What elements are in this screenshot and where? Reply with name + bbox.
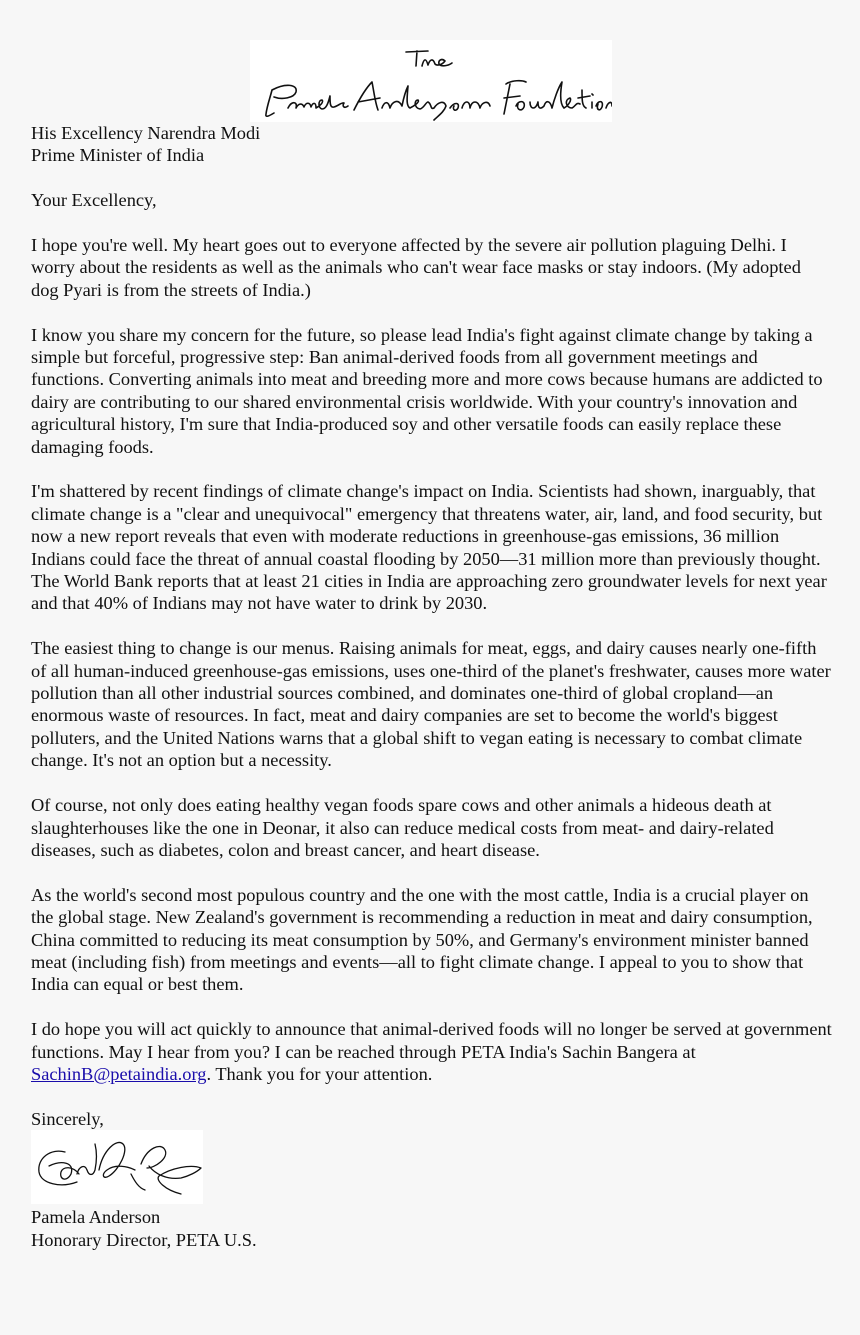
final-paragraph-tail: . Thank you for your attention. <box>206 1063 433 1084</box>
paragraph: As the world's second most populous country and the one with the most cattle, India is a crucial player on the global stage. New Zealand's government is recommending a reduction in meat and dairy consumption, China committed to reducing its meat consumption by 50%, and Germany's environment minister banned meat (including fish) from meetings and events—all to fight climate change. I appeal to you to show that India can equal or best them. <box>31 884 813 995</box>
recipient-title: Prime Minister of India <box>31 145 205 166</box>
email-link[interactable]: SachinB@petaindia.org <box>31 1063 207 1084</box>
letter-body <box>31 122 833 1251</box>
final-paragraph-text: I do hope you will act quickly to announce that animal-derived foods will no longer be served at government functions. May I hear from you? I can be reached through PETA India's Sachin Bangera at <box>31 1019 832 1062</box>
closing: Sincerely, <box>31 1108 104 1129</box>
paragraph: The easiest thing to change is our menus. Raising animals for meat, eggs, and dairy causes nearly one-fifth of all human-induced greenhouse-gas emissions, uses one-third of the planet's freshwater, causes more water pollution than all other industrial sources combined, and dominates one-third of global cropland—an enormous waste of resources. In fact, meat and dairy companies are set to become the world's biggest polluters, and the United Nations warns that a global shift to vegan eating is necessary to combat climate change. It's not an option but a necessity. <box>31 638 831 771</box>
foundation-logo-handwriting <box>250 40 612 122</box>
salutation: Your Excellency, <box>31 190 157 211</box>
paragraph: I know you share my concern for the future, so please lead India's fight against climate change by taking a simple but forceful, progressive step: Ban animal-derived foods from all government meetings and functions. Converting animals into meat and breeding more and more cows because humans are addicted to dairy are contributing to our shared environmental crisis worldwide. With your country's innovation and agricultural history, I'm sure that India-produced soy and other versatile foods can easily replace these damaging foods. <box>31 324 823 457</box>
paragraph: I hope you're well. My heart goes out to everyone affected by the severe air pollution plaguing Delhi. I worry about the residents as well as the animals who can't wear face masks or stay indoors. (My adopted dog Pyari is from the streets of India.) <box>31 235 801 300</box>
recipient-block <box>31 122 833 167</box>
recipient-name: His Excellency Narendra Modi <box>31 123 261 143</box>
signer-name: Pamela Anderson <box>31 1207 161 1228</box>
paragraph: I'm shattered by recent findings of climate change's impact on India. Scientists had shown, inarguably, that climate change is a "clear and unequivocal" emergency that threatens water, air, land, and food security, but now a new report reveals that even with moderate reductions in greenhouse-gas emissions, 36 million Indians could face the threat of annual coastal flooding by 2050—31 million more than previously thought. The World Bank reports that at least 21 cities in India are approaching zero groundwater levels for next year and that 40% of Indians may not have water to drink by 2030. <box>31 481 827 614</box>
signature <box>31 1130 203 1204</box>
paragraph: Of course, not only does eating healthy vegan foods spare cows and other animals a hideous death at slaughterhouses like the one in Deonar, it also can reduce medical costs from meat- and dairy-related diseases, such as diabetes, colon and breast cancer, and heart disease. <box>31 795 774 860</box>
signer-title: Honorary Director, PETA U.S. <box>31 1229 257 1250</box>
foundation-logo <box>250 40 612 122</box>
final-paragraph <box>31 1018 833 1085</box>
signature-handwriting <box>31 1130 203 1204</box>
